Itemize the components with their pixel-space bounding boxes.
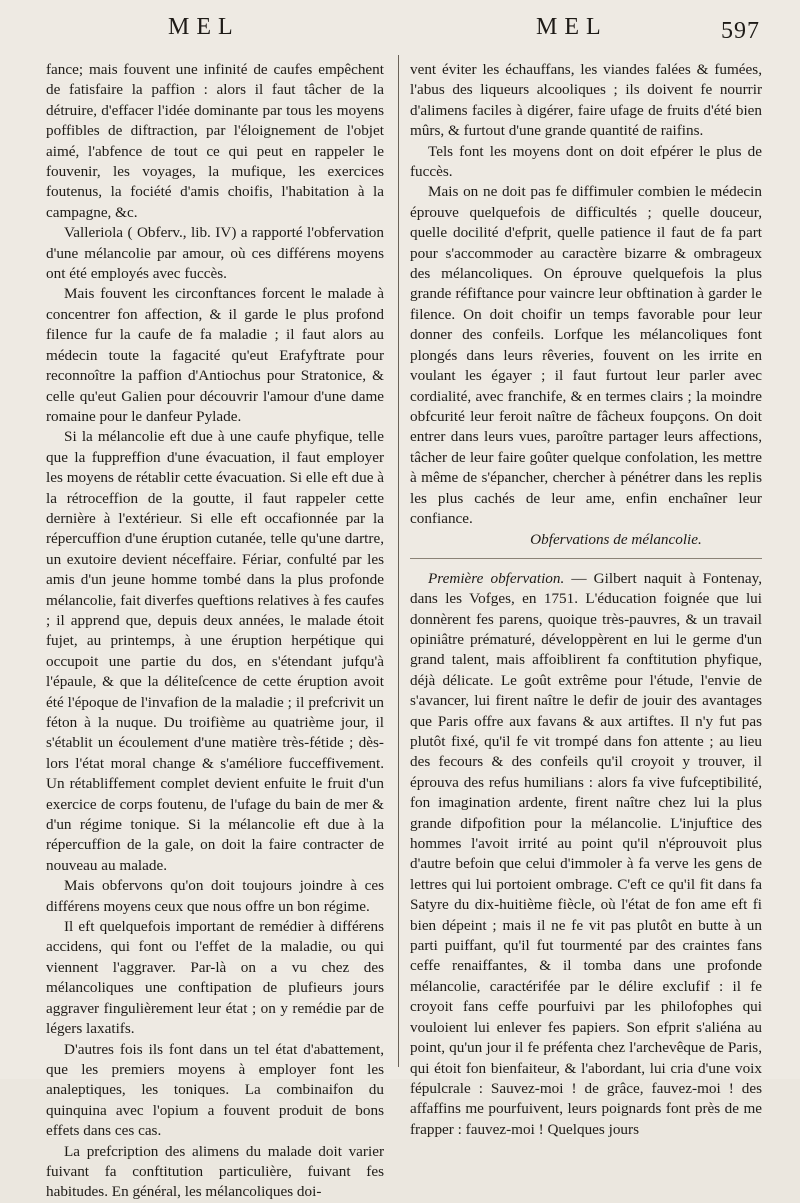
running-head-left: MEL bbox=[168, 14, 240, 40]
section-heading: Obfervations de mélancolie. bbox=[410, 530, 762, 558]
left-column bbox=[46, 60, 384, 1201]
paragraph: Si la mélancolie eft due à une caufe phyfique, telle que la fuppreffion d'une évacuation, il faut employer les moyens de rétablir cette évacuation. Si elle eft due à la rétroceffion de la goutte, il faut rappeler cette dernière à l'extérieur. Si elle eft occafionnée par la répercuffion d'une éruption cutanée, telle qu'une dartre, un exutoire devient néceffaire. Fériar, confulté par les amis d'un jeune homme tombé dans la plus profonde mélancolie, fait diverfes queftions relatives à fes caufes ; il apprend que, depuis deux années, le malade étoit fujet, au printemps, à une éruption herpétique qui occupoit une partie du dos, en s'étendant jufqu'à l'épaule, & que la déliteſcence de cette éruption avoit été l'époque de l'invafion de la maladie ; il prefcrivit un féton à la nuque. Du troifième au quatrième jour, il s'établit un écoulement d'une matière très-fétide ; dès-lors l'état moral change & s'améliore fucceffivement. Un rétabliffement complet devient enfuite le fruit d'un exercice de corps foutenu, de l'ufage du bain de mer & d'un régime tonique. Si la mélancolie eft due à la répercuffion de la gale, on doit la faire contracter de nouveau au malade. bbox=[46, 428, 384, 874]
observation-text: — Gilbert naquit à Fontenay, dans les Vofges, en 1751. L'éducation foignée que lui donnèrent fes parens, quoique très-pauvres, & un travail opiniâtre prématuré, développèrent en lui le germe d'un grand talent, mais affoiblirent fa conftitution phyfique, déjà délicate. Le goût extrême pour l'étude, l'envie de s'avancer, lui firent naître le defir de jouir des avantages que Paris offre aux favans & aux artiftes. Il n'y fut pas plutôt fixé, qu'il fe vit trompé dans fon attente ; au lieu des fecours & des confeils qu'il croyoit y trouver, il éprouva des refus humilians : alors fa vive fufceptibilité, fon imagination ardente, firent naître chez lui la plus grande difpofition pour la mélancolie. L'injuftice des hommes l'avoit irrité au point qu'il n'éprouvoit plus d'autre befoin que celui d'immoler à fa verve les gens de lettres qui lui portoient ombrage. C'eft ce qu'il fit dans fa Satyre du dix-huitième fiècle, où l'état de fon ame eft fi bien dépeint ; mais il ne fe vit pas plutôt en butte à un parti puiffant, qu'il fut tourmenté par des craintes fans ceffe renaiffantes, & il tomba dans une profonde mélancolie, caractérifée par le délire exclufif : il fe croyoit fans ceffe pourfuivi par les philofophes qui vouloient lui enlever fes papiers. Son efprit s'aliéna au point, qu'un jour il fe préfenta chez l'archevêque de Paris, qui étoit fon bienfaiteur, & l'abordant, lui cria d'une voix fépulcrale : Sauvez-moi ! de grâce, fauvez-moi ! des affaffins me pourfuivent, leurs poignards font près de me frapper : fauvez-moi ! Quelques jours bbox=[410, 569, 762, 1138]
column-divider bbox=[398, 55, 399, 1067]
paragraph: vent éviter les échauffans, les viandes falées & fumées, l'abus des liqueurs alcooliques ; ils doivent fe nourrir d'alimens faciles à digérer, faire ufage de fruits d'été bien mûrs, & furtout d'une grande quantité de raifins. bbox=[410, 61, 762, 140]
paragraph: La prefcription des alimens du malade doit varier fuivant fa conftitution particulière, fuivant fes habitudes. En général, les mélancoliques doi- bbox=[46, 1142, 384, 1201]
paragraph: Mais obfervons qu'on doit toujours joindre à ces différens moyens ceux que nous offre un bon régime. bbox=[46, 877, 384, 915]
observation-paragraph bbox=[410, 569, 762, 1140]
observation-title: Première obfervation. bbox=[428, 569, 565, 587]
right-column bbox=[410, 60, 762, 1138]
paragraph: Valleriola ( Obferv., lib. IV) a rapporté l'obfervation d'une mélancolie par amour, où ces différens moyens ont été employés avec fuccès. bbox=[46, 224, 384, 283]
paragraph: D'autres fois ils font dans un tel état d'abattement, que les premiers moyens à employer font les analeptiques, les toniques. La combinaifon du quinquina avec l'opium a fouvent produit de bons effets dans ces cas. bbox=[46, 1040, 384, 1140]
paragraph: Tels font les moyens dont on doit efpérer le plus de fuccès. bbox=[410, 142, 762, 181]
page-number: 597 bbox=[721, 18, 760, 44]
paragraph: Mais fouvent les circonftances forcent le malade à concentrer fon affection, & il garde le plus profond filence fur la caufe de fa maladie ; il faut alors au médecin toute la fagacité qu'eut Erafyftrate pour reconnoître la paffion d'Antiochus pour Stratonice, & celle qu'eut Galien pour découvrir l'amour d'une dame romaine pour le danfeur Pylade. bbox=[46, 285, 384, 425]
paragraph: Mais on ne doit pas fe diffimuler combien le médecin éprouve quelquefois de difficultés ; quelle douceur, quelle docilité d'efprit, quelle patience il faut de fa part pour s'accommoder au caractère bizarre & ombrageux des mélancoliques. On éprouve quelquefois la plus grande réfiftance pour vaincre leur obftination à garder le filence. On doit choifir un temps favorable pour leur donner des confeils. Lorfque les mélancoliques font plongés dans leurs rêveries, fouvent on les irrite en voulant les égayer ; il faut furtout leur parler avec cordialité, avec franchife, & en termes clairs ; la moindre obfcurité leur feroit naître de fâcheux foupçons. On doit entrer dans leurs vues, paroître partager leurs affections, tâcher de leur faire goûter quelque confolation, les mettre à même de s'épancher, chercher à pénétrer dans les replis les plus cachés de leur ame, enfin enchaîner leur confiance. bbox=[410, 183, 762, 527]
paragraph: fance; mais fouvent une infinité de caufes empêchent de fatisfaire la paffion : alors il faut tâcher de la détruire, d'effacer l'idée dominante par tous les moyens poffibles de diftraction, par l'éloignement de l'objet aimé, l'abfence de tout ce qui peut en rappeler le fouvenir, les voyages, la mufique, les exercices foutenus, la fociété d'amis choifis, l'habitation à la campagne, &c. bbox=[46, 61, 384, 221]
running-head-right: MEL bbox=[536, 14, 608, 40]
paragraph: Il eft quelquefois important de remédier à différens accidens, qui font ou l'effet de la maladie, ou qui viennent l'aggraver. Par-là on a vu chez des mélancoliques une conftipation de plufieurs jours aggraver fingulièrement leur état ; on y remédie par de légers laxatifs. bbox=[46, 918, 384, 1038]
